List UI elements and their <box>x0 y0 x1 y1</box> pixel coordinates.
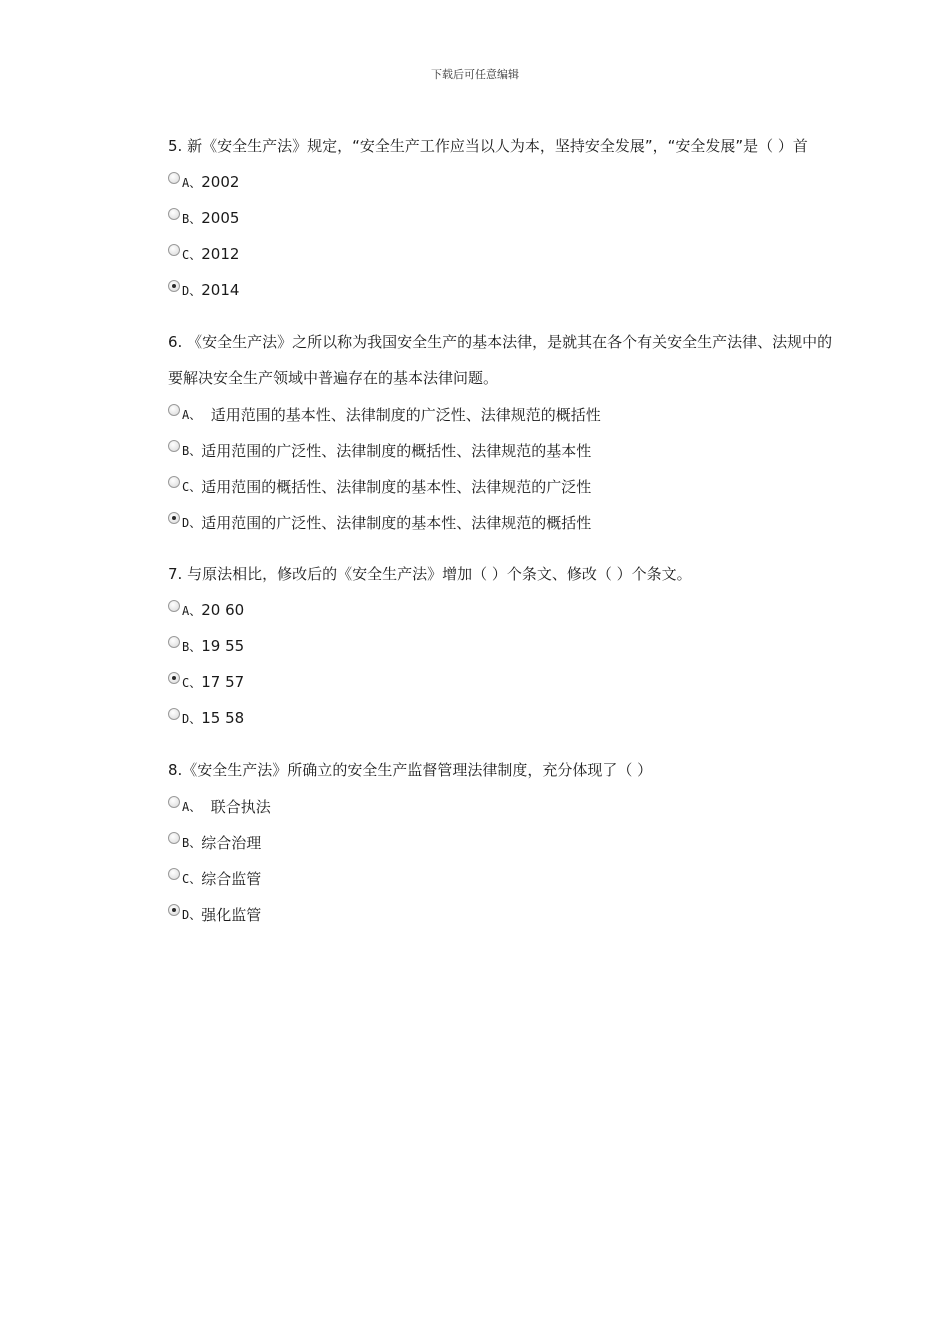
option-letter: A、 <box>182 407 202 422</box>
radio-unchecked-icon[interactable] <box>168 244 180 256</box>
option-text: 适用范围的概括性、法律制度的基本性、法律规范的广泛性 <box>201 477 592 496</box>
question-text-line: 7. 与原法相比，修改后的《安全生产法》增加（ ）个条文、修改（ ）个条文。 <box>168 565 692 583</box>
option-text: 综合监管 <box>201 869 262 888</box>
radio-checked-icon[interactable] <box>168 672 180 684</box>
question-text <box>168 128 915 164</box>
option-a[interactable] <box>168 396 915 432</box>
question-7 <box>168 556 915 736</box>
option-a[interactable] <box>168 164 915 200</box>
option-c[interactable] <box>168 860 915 896</box>
option-letter: B、 <box>182 639 202 654</box>
question-6 <box>168 324 915 540</box>
radio-unchecked-icon[interactable] <box>168 404 180 416</box>
option-text: 综合治理 <box>201 833 262 852</box>
radio-checked-icon[interactable] <box>168 904 180 916</box>
option-letter: C、 <box>182 675 202 690</box>
option-text: 19 55 <box>201 637 245 655</box>
option-text: 2014 <box>201 281 240 299</box>
option-text: 适用范围的广泛性、法律制度的概括性、法律规范的基本性 <box>201 441 592 460</box>
page-header: 下载后可任意编辑 <box>431 68 519 81</box>
option-d[interactable] <box>168 896 915 932</box>
option-text: 强化监管 <box>201 905 262 924</box>
option-letter: D、 <box>182 283 202 298</box>
option-letter: C、 <box>182 247 202 262</box>
option-text: 20 60 <box>201 601 245 619</box>
option-d[interactable] <box>168 504 915 540</box>
option-b[interactable] <box>168 628 915 664</box>
quiz-content <box>168 128 915 948</box>
option-letter: B、 <box>182 443 202 458</box>
radio-unchecked-icon[interactable] <box>168 708 180 720</box>
option-c[interactable] <box>168 664 915 700</box>
radio-checked-icon[interactable] <box>168 280 180 292</box>
question-text <box>168 556 915 592</box>
option-letter: D、 <box>182 515 202 530</box>
option-b[interactable] <box>168 824 915 860</box>
option-text: 适用范围的广泛性、法律制度的基本性、法律规范的概括性 <box>201 513 592 532</box>
option-b[interactable] <box>168 200 915 236</box>
option-letter: D、 <box>182 907 202 922</box>
option-text: 2005 <box>201 209 240 227</box>
question-text <box>168 324 915 396</box>
radio-unchecked-icon[interactable] <box>168 440 180 452</box>
radio-unchecked-icon[interactable] <box>168 796 180 808</box>
option-d[interactable] <box>168 700 915 736</box>
question-5 <box>168 128 915 308</box>
radio-unchecked-icon[interactable] <box>168 868 180 880</box>
option-text: 2012 <box>201 245 240 263</box>
question-text-line: 8.《安全生产法》所确立的安全生产监督管理法律制度，充分体现了（ ） <box>168 761 653 779</box>
option-text: 联合执法 <box>201 797 271 816</box>
radio-unchecked-icon[interactable] <box>168 208 180 220</box>
question-text-line: 6. 《安全生产法》之所以称为我国安全生产的基本法律，是就其在各个有关安全生产法律、法规中的 <box>168 333 833 351</box>
option-c[interactable] <box>168 236 915 272</box>
option-a[interactable] <box>168 788 915 824</box>
option-text: 适用范围的基本性、法律制度的广泛性、法律规范的概括性 <box>201 405 601 424</box>
option-letter: D、 <box>182 711 202 726</box>
option-letter: C、 <box>182 479 202 494</box>
option-text: 2002 <box>201 173 240 191</box>
radio-unchecked-icon[interactable] <box>168 172 180 184</box>
radio-unchecked-icon[interactable] <box>168 636 180 648</box>
option-letter: A、 <box>182 603 202 618</box>
option-d[interactable] <box>168 272 915 308</box>
option-text: 15 58 <box>201 709 245 727</box>
radio-unchecked-icon[interactable] <box>168 600 180 612</box>
option-letter: B、 <box>182 211 202 226</box>
option-letter: A、 <box>182 799 202 814</box>
option-letter: C、 <box>182 871 202 886</box>
radio-checked-icon[interactable] <box>168 512 180 524</box>
option-letter: A、 <box>182 175 202 190</box>
option-c[interactable] <box>168 468 915 504</box>
option-text: 17 57 <box>201 673 245 691</box>
question-8 <box>168 752 915 932</box>
option-a[interactable] <box>168 592 915 628</box>
question-text <box>168 752 915 788</box>
radio-unchecked-icon[interactable] <box>168 832 180 844</box>
option-b[interactable] <box>168 432 915 468</box>
question-text-line: 5. 新《安全生产法》规定，“安全生产工作应当以人为本，坚持安全发展”，“安全发展”是（ ）首 <box>168 137 808 155</box>
radio-unchecked-icon[interactable] <box>168 476 180 488</box>
question-text-line: 要解决安全生产领域中普遍存在的基本法律问题。 <box>168 369 499 387</box>
option-letter: B、 <box>182 835 202 850</box>
